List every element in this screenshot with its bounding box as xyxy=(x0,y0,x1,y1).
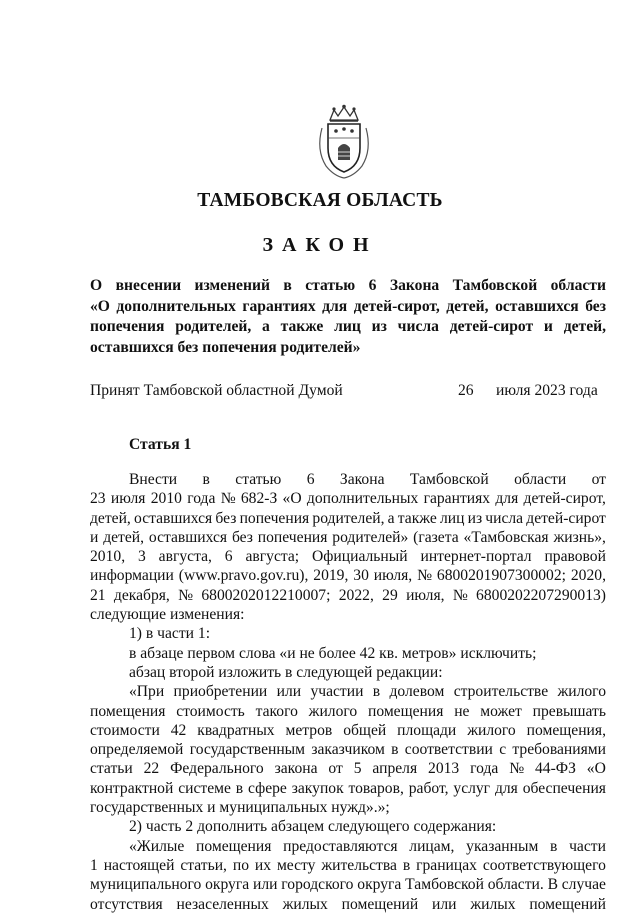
body-word: детей-сирот, xyxy=(523,490,606,508)
body-word: августа, xyxy=(158,548,212,566)
title-word: оставшихся xyxy=(495,297,579,315)
body-word: В xyxy=(547,876,558,894)
body-word: родителей» xyxy=(332,528,409,546)
body-word: 3 xyxy=(137,548,146,566)
body-word: (www.pravo.gov.ru), xyxy=(178,567,309,585)
body-line xyxy=(90,856,606,875)
title-word: детей, xyxy=(563,318,606,335)
body-word: правовой xyxy=(544,548,606,566)
body-line xyxy=(90,740,606,759)
body-word: сфере xyxy=(248,779,287,797)
body-word: 21 xyxy=(90,586,106,604)
body-word: и xyxy=(90,528,99,546)
body-word: помещения xyxy=(90,702,166,720)
body-word: 22 xyxy=(143,760,160,778)
body-line: в абзаце первом слова «и не более 42 кв. метров» исключить; xyxy=(129,644,537,662)
body-word: метров xyxy=(285,721,333,739)
body-word: оставшихся xyxy=(134,509,213,527)
title-word: изменений xyxy=(194,277,270,294)
body-word: соответствующего xyxy=(482,856,606,874)
body-word: 2020, xyxy=(570,567,606,585)
body-word: лицам, xyxy=(409,837,455,855)
body-word: попечения xyxy=(257,528,328,546)
title-word: области xyxy=(550,277,606,294)
body-word: июля, xyxy=(406,586,445,604)
body-word: или xyxy=(252,876,278,894)
title-word: Закона xyxy=(389,277,440,294)
body-word: 5 xyxy=(353,760,362,778)
body-word: от xyxy=(328,760,343,778)
body-word: (газета xyxy=(413,528,459,546)
title-line: оставшихся без попечения родителей» xyxy=(90,338,361,356)
body-word: предоставляются xyxy=(283,837,398,855)
body-word: отсутствия xyxy=(90,895,163,913)
body-line: государственных и муниципальных нужд».»; xyxy=(90,799,390,817)
body-word: площади xyxy=(397,721,457,739)
body-word: июля xyxy=(110,490,146,508)
law-title xyxy=(90,276,606,358)
body-word: года xyxy=(187,490,216,508)
article-heading: Статья 1 xyxy=(129,436,192,453)
body-word: помещений xyxy=(529,895,606,913)
body-line: 1) в части 1: xyxy=(129,625,211,643)
body-word: участии xyxy=(310,683,364,701)
body-word: стоимости xyxy=(90,721,160,739)
body-line xyxy=(90,586,606,605)
title-word: детей, xyxy=(446,297,489,315)
body-word: декабря, xyxy=(113,586,170,604)
title-word: Тамбовской xyxy=(452,277,538,294)
body-line xyxy=(90,489,606,508)
body-line xyxy=(90,875,606,894)
title-line xyxy=(90,297,606,318)
body-word: № xyxy=(417,567,432,585)
body-word: «При xyxy=(129,683,165,701)
body-line xyxy=(90,566,606,585)
body-word: без xyxy=(231,528,253,546)
title-word: и xyxy=(543,318,553,335)
title-word: в xyxy=(283,277,292,294)
body-word: 42 xyxy=(170,721,187,739)
body-word: от xyxy=(591,471,606,488)
body-word: июля, xyxy=(373,567,413,585)
title-word: гарантиях xyxy=(242,297,316,315)
body-word: товаров, xyxy=(348,779,404,797)
body-word: 6800202207290013) xyxy=(476,586,606,604)
body-word: с xyxy=(499,741,507,759)
body-word: 2022, xyxy=(338,586,374,604)
body-word: помещения, xyxy=(526,721,606,739)
body-word: 682-З xyxy=(240,490,278,508)
body-word: числа xyxy=(485,509,524,527)
body-word: оставшихся xyxy=(148,528,228,546)
document-type: ЗАКОН xyxy=(262,234,378,256)
body-line xyxy=(90,682,606,701)
title-word: «О xyxy=(90,297,110,315)
body-word: 30 xyxy=(353,567,369,585)
body-word: такого xyxy=(255,702,298,720)
body-line xyxy=(90,895,606,914)
body-word: обеспечения xyxy=(522,779,606,797)
body-word: приобретении xyxy=(173,683,268,701)
coat-of-arms-icon xyxy=(312,104,376,180)
body-word: жилых xyxy=(282,895,328,913)
body-word: требованиями xyxy=(512,741,606,759)
body-word: 2013 xyxy=(428,760,460,778)
body-word: государственным xyxy=(189,741,306,759)
title-word: 6 xyxy=(368,277,377,294)
body-word: «О xyxy=(586,760,606,778)
region-name: ТАМБОВСКАЯ ОБЛАСТЬ xyxy=(197,190,443,211)
body-word: области xyxy=(514,471,567,488)
body-word: помещения xyxy=(195,837,272,855)
body-word: жительства xyxy=(321,856,397,874)
body-word: области. xyxy=(487,876,544,894)
body-word: 1 xyxy=(90,856,98,874)
body-line xyxy=(90,547,606,566)
body-line xyxy=(90,702,606,721)
body-word: статьи xyxy=(90,760,133,778)
body-word: соответствии xyxy=(404,741,493,759)
body-word: жизнь», xyxy=(553,528,606,546)
body-word: также xyxy=(397,509,437,527)
body-word: 2010 xyxy=(150,490,182,508)
body-line xyxy=(90,779,606,798)
body-word: указанным xyxy=(466,837,539,855)
body-word: «О xyxy=(282,490,302,508)
body-word: системе xyxy=(178,779,231,797)
body-word: помещений xyxy=(341,895,419,913)
body-word: детей, xyxy=(90,509,131,527)
body-word: № xyxy=(220,490,236,508)
body-word: детей-сирот xyxy=(526,509,606,527)
title-word: родителей, xyxy=(175,318,252,335)
body-word: Тамбовской xyxy=(405,876,484,894)
body-word: 44-ФЗ xyxy=(534,760,576,778)
body-word: статью xyxy=(235,471,282,488)
body-word: Внести xyxy=(129,471,178,488)
body-word: части xyxy=(569,837,606,855)
body-word: детей, xyxy=(103,528,145,546)
body-word: родителей, xyxy=(312,509,385,527)
title-word: статью xyxy=(305,277,356,294)
title-word: без xyxy=(585,297,606,315)
body-word: № xyxy=(509,760,525,778)
body-line xyxy=(90,470,606,489)
body-word: а xyxy=(387,509,395,527)
body-line xyxy=(90,837,606,856)
adoption-label: Принят Тамбовской областной Думой xyxy=(90,382,343,399)
body-word: Федерального xyxy=(170,760,264,778)
body-word: их xyxy=(254,856,272,874)
body-word: месту xyxy=(276,856,316,874)
body-line xyxy=(90,721,606,740)
title-word: О xyxy=(90,277,103,294)
title-word: а xyxy=(262,318,270,335)
body-word: в xyxy=(202,471,210,488)
body-word: или xyxy=(432,895,457,913)
body-word: «Тамбовская xyxy=(463,528,549,546)
body-word: 6800202012210007; xyxy=(201,586,331,604)
title-word: лиц xyxy=(334,318,361,335)
body-word: в xyxy=(391,741,399,759)
body-word: в xyxy=(235,779,244,797)
title-word: из xyxy=(371,318,387,335)
body-word: общей xyxy=(343,721,387,739)
body-word: в xyxy=(402,856,411,874)
body-word: Официальный xyxy=(312,548,408,566)
body-line xyxy=(90,528,606,547)
body-word: незаселенных xyxy=(176,895,269,913)
title-word: также xyxy=(280,318,324,335)
body-word: границах xyxy=(416,856,477,874)
body-word: по xyxy=(232,856,249,874)
body-word: для xyxy=(495,490,519,508)
adoption-day: 26 xyxy=(458,382,474,399)
body-word: августа; xyxy=(245,548,300,566)
body-word: жилого xyxy=(308,702,358,720)
body-line xyxy=(90,509,606,528)
body-word: долевом xyxy=(389,683,445,701)
body-word: случае xyxy=(561,876,606,894)
body-word: строительстве xyxy=(453,683,549,701)
body-word: жилого xyxy=(557,683,606,701)
body-word: настоящей xyxy=(103,856,175,874)
body-word: Тамбовской xyxy=(409,471,489,488)
body-line: абзац второй изложить в следующей редакции: xyxy=(129,663,443,681)
title-word: числа xyxy=(397,318,439,335)
title-word: дополнительных xyxy=(116,297,236,315)
body-word: в xyxy=(550,837,558,855)
body-word: превышать xyxy=(532,702,606,720)
body-word: контрактной xyxy=(90,779,174,797)
body-line: 2) часть 2 дополнить абзацем следующего содержания: xyxy=(129,818,497,836)
body-word: муниципального xyxy=(90,876,202,894)
body-word: городского xyxy=(281,876,354,894)
body-word: № xyxy=(178,586,194,604)
title-word: попечения xyxy=(90,318,165,335)
body-word: не xyxy=(454,702,470,720)
adoption-month-year: июля 2023 года xyxy=(496,382,598,399)
body-word: помещения xyxy=(367,702,444,720)
title-word: детей-сирот, xyxy=(353,297,440,315)
body-word: гарантиях xyxy=(423,490,491,508)
body-word: лиц xyxy=(439,509,465,527)
body-word: в xyxy=(372,683,381,701)
title-word: детей-сирот xyxy=(449,318,534,335)
body-word: года xyxy=(470,760,499,778)
body-word: без xyxy=(215,509,237,527)
body-word: жилых xyxy=(470,895,516,913)
body-word: или xyxy=(276,683,302,701)
body-word: 2019, xyxy=(313,567,349,585)
body-word: округа xyxy=(205,876,250,894)
body-word: апреля xyxy=(372,760,418,778)
body-word: для xyxy=(494,779,518,797)
body-word: закупок xyxy=(291,779,344,797)
body-line xyxy=(90,759,606,778)
title-word: для xyxy=(322,297,348,315)
body-word: округа xyxy=(357,876,402,894)
body-word: информации xyxy=(90,567,174,585)
body-word: 6 xyxy=(224,548,233,566)
body-word: 2010, xyxy=(90,548,126,566)
body-word: услуг xyxy=(453,779,491,797)
body-word: статьи, xyxy=(180,856,227,874)
body-word: жилого xyxy=(467,721,516,739)
body-word: 6 xyxy=(306,471,315,488)
body-word: № xyxy=(452,586,468,604)
body-word: стоимость xyxy=(176,702,245,720)
body-word: закона xyxy=(274,760,318,778)
body-word: определяемой xyxy=(90,741,184,759)
body-word: может xyxy=(480,702,522,720)
title-word: внесении xyxy=(115,277,182,294)
title-line xyxy=(90,317,606,338)
body-word: 6800201907300002; xyxy=(436,567,566,585)
body-line: следующие изменения: xyxy=(90,606,245,624)
body-word: попечения xyxy=(239,509,310,527)
body-word: 29 xyxy=(382,586,398,604)
body-word: работ, xyxy=(408,779,449,797)
body-word: квадратных xyxy=(197,721,275,739)
body-word: Закона xyxy=(339,471,385,488)
body-word: 23 xyxy=(90,490,106,508)
title-line xyxy=(90,276,606,297)
body-word: из xyxy=(467,509,483,527)
article-body xyxy=(90,470,606,914)
body-word: заказчиком xyxy=(311,741,385,759)
body-word: «Жилые xyxy=(129,837,185,855)
body-word: дополнительных xyxy=(306,490,419,508)
body-word: интернет-портал xyxy=(420,548,532,566)
